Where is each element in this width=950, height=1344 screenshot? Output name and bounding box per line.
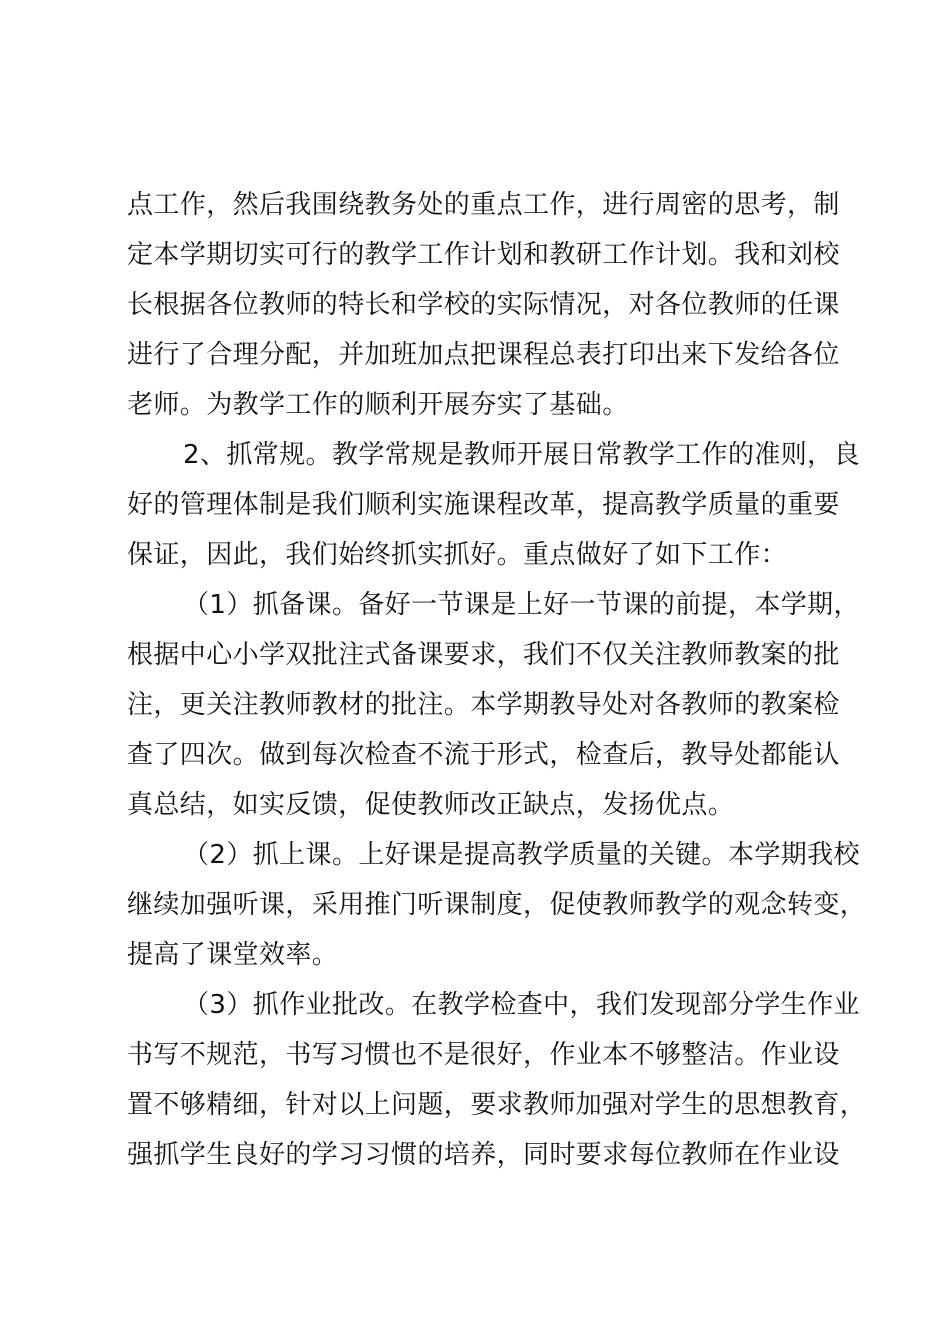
text-line: 查了四次。做到每次检查不流于形式，检查后，教导处都能认 — [127, 740, 840, 770]
text-line: 好的管理体制是我们顺利实施课程改革，提高教学质量的重要 — [127, 490, 840, 520]
paragraph-start-line: （2）抓上课。上好课是提高教学质量的关键。本学期我校 — [183, 840, 860, 870]
text-line: 老师。为教学工作的顺利开展夯实了基础。 — [127, 390, 629, 420]
text-line: 强抓学生良好的学习习惯的培养，同时要求每位教师在作业设 — [127, 1140, 840, 1170]
text-line: 置不够精细，针对以上问题，要求教师加强对学生的思想教育， — [127, 1090, 867, 1120]
paragraph-start-line: （1）抓备课。备好一节课是上好一节课的前提，本学期， — [183, 590, 860, 620]
body-text — [127, 180, 867, 1180]
text-line: 书写不规范，书写习惯也不是很好，作业本不够整洁。作业设 — [127, 1040, 840, 1070]
text-line: 根据中心小学双批注式备课要求，我们不仅关注教师教案的批 — [127, 640, 840, 670]
text-line: 点工作，然后我围绕教务处的重点工作，进行周密的思考，制 — [127, 190, 840, 220]
text-line: 定本学期切实可行的教学工作计划和教研工作计划。我和刘校 — [127, 240, 840, 270]
paragraph-start-line: （3）抓作业批改。在教学检查中，我们发现部分学生作业 — [183, 990, 860, 1020]
text-line: 真总结，如实反馈，促使教师改正缺点，发扬优点。 — [127, 790, 735, 820]
text-line: 进行了合理分配，并加班加点把课程总表打印出来下发给各位 — [127, 340, 840, 370]
text-line: 保证，因此，我们始终抓实抓好。重点做好了如下工作： — [127, 540, 788, 570]
text-line: 提高了课堂效率。 — [127, 940, 339, 970]
text-line: 注，更关注教师教材的批注。本学期教导处对各教师的教案检 — [127, 690, 840, 720]
text-line: 继续加强听课，采用推门听课制度，促使教师教学的观念转变， — [127, 890, 867, 920]
paragraph-start-line: 2、抓常规。教学常规是教师开展日常教学工作的准则，良 — [183, 440, 860, 470]
text-line: 长根据各位教师的特长和学校的实际情况，对各位教师的任课 — [127, 290, 840, 320]
